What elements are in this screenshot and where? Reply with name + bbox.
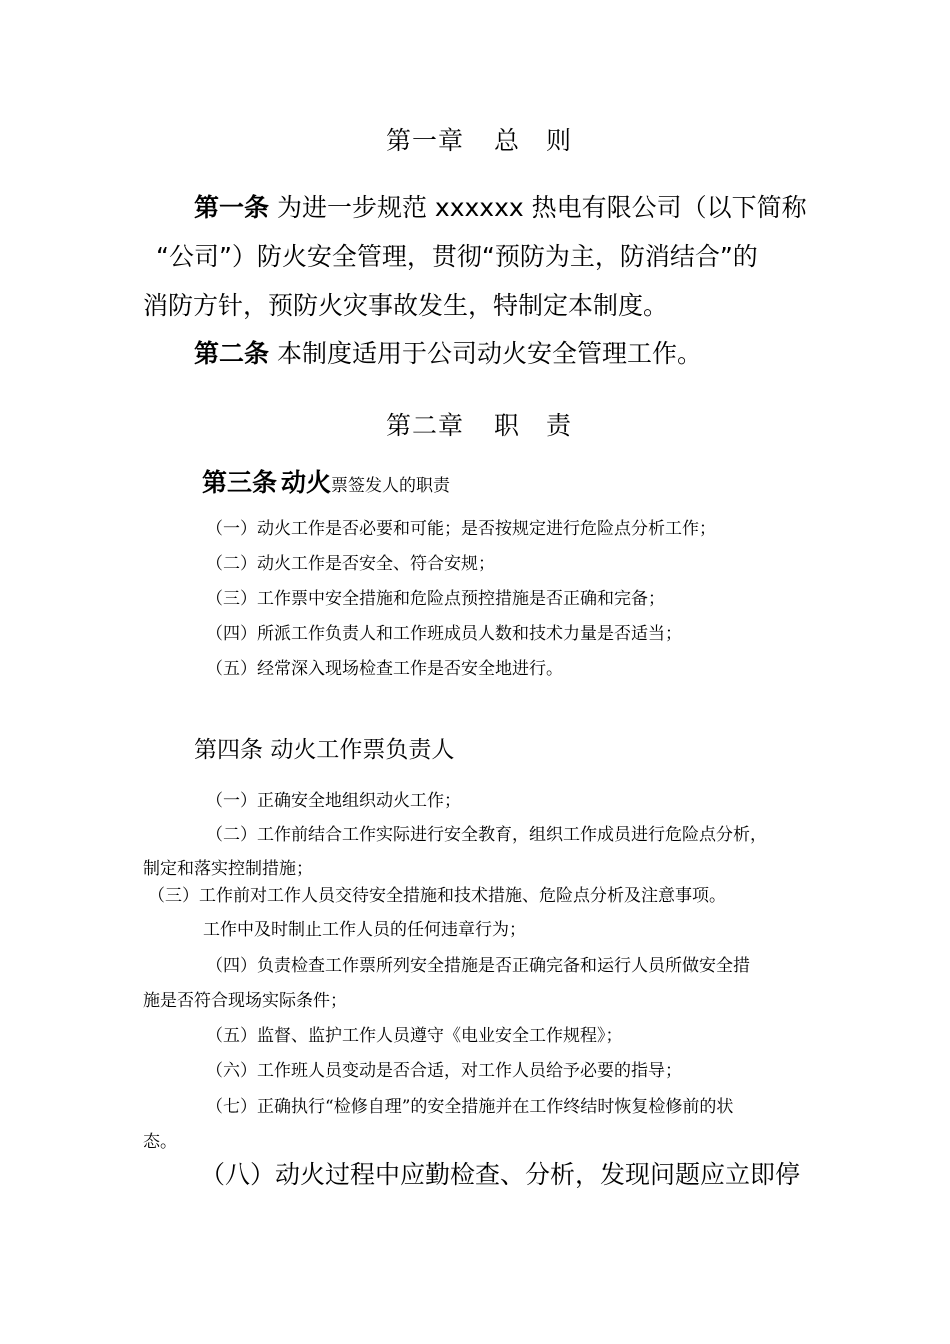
article-4-item-5: （五）监督、监护工作人员遵守《电业安全工作规程》；	[206, 1026, 623, 1046]
article-3-head-2: 动火	[281, 468, 332, 497]
article-4-item-3-continued: 工作中及时制止工作人员的任何违章行为；	[203, 920, 526, 940]
article-4-item-7-line-2: 态。	[143, 1132, 177, 1152]
article-1-head: 第一条	[194, 193, 270, 222]
article-3-item-5: （五）经常深入现场检查工作是否安全地进行。	[206, 659, 563, 679]
chapter-2-heading	[386, 406, 572, 442]
article-3-head: 第三条	[202, 468, 278, 497]
article-4-item-6: （六）工作班人员变动是否合适，对工作人员给予必要的指导；	[206, 1061, 682, 1081]
article-4-item-1: （一）正确安全地组织动火工作；	[206, 791, 461, 811]
article-4-head: 第四条	[194, 737, 263, 763]
article-1-text-1: 为进一步规范 xxxxxx 热电有限公司（以下简称	[276, 193, 807, 222]
article-2	[194, 334, 702, 370]
article-4-title: 动火工作票负责人	[270, 737, 455, 763]
chapter-1-name: 总 则	[494, 126, 573, 155]
article-2-text: 本制度适用于公司动火安全管理工作。	[276, 339, 702, 368]
article-4-heading	[194, 731, 454, 764]
article-3-item-2: （二）动火工作是否安全、符合安规；	[206, 554, 495, 574]
article-3-head-rest: 票签发人的职责	[331, 476, 451, 496]
article-1-line-1	[194, 188, 807, 224]
article-4-item-2-line-1: （二）工作前结合工作实际进行安全教育，组织工作成员进行危险点分析，	[206, 825, 767, 845]
chapter-2-label: 第二章	[386, 411, 465, 440]
article-3-item-1: （一）动火工作是否必要和可能；是否按规定进行危险点分析工作；	[206, 519, 716, 539]
chapter-1-label: 第一章	[386, 126, 465, 155]
article-3-item-4: （四）所派工作负责人和工作班成员人数和技术力量是否适当；	[206, 624, 682, 644]
article-3-heading	[202, 463, 450, 499]
article-4-item-4-line-1: （四）负责检查工作票所列安全措施是否正确完备和运行人员所做安全措	[206, 956, 750, 976]
article-4-item-7-line-1: （七）正确执行“检修自理”的安全措施并在工作终结时恢复检修前的状	[206, 1097, 734, 1117]
article-4-item-8: （八）动火过程中应勤检查、分析，发现问题应立即停	[200, 1160, 801, 1189]
chapter-2-name: 职 责	[494, 411, 573, 440]
article-1-line-3: 消防方针，预防火灾事故发生，特制定本制度。	[143, 291, 669, 320]
chapter-1-heading	[386, 121, 572, 157]
article-1-line-2: “公司”）防火安全管理，贯彻“预防为主，防消结合”的	[156, 242, 758, 271]
article-4-item-4-line-2: 施是否符合现场实际条件；	[143, 991, 347, 1011]
article-4-item-3: （三）工作前对工作人员交待安全措施和技术措施、危险点分析及注意事项。	[148, 886, 726, 906]
article-4-item-2-line-2: 制定和落实控制措施；	[143, 859, 313, 879]
article-3-item-3: （三）工作票中安全措施和危险点预控措施是否正确和完备；	[206, 589, 665, 609]
article-2-head: 第二条	[194, 339, 270, 368]
